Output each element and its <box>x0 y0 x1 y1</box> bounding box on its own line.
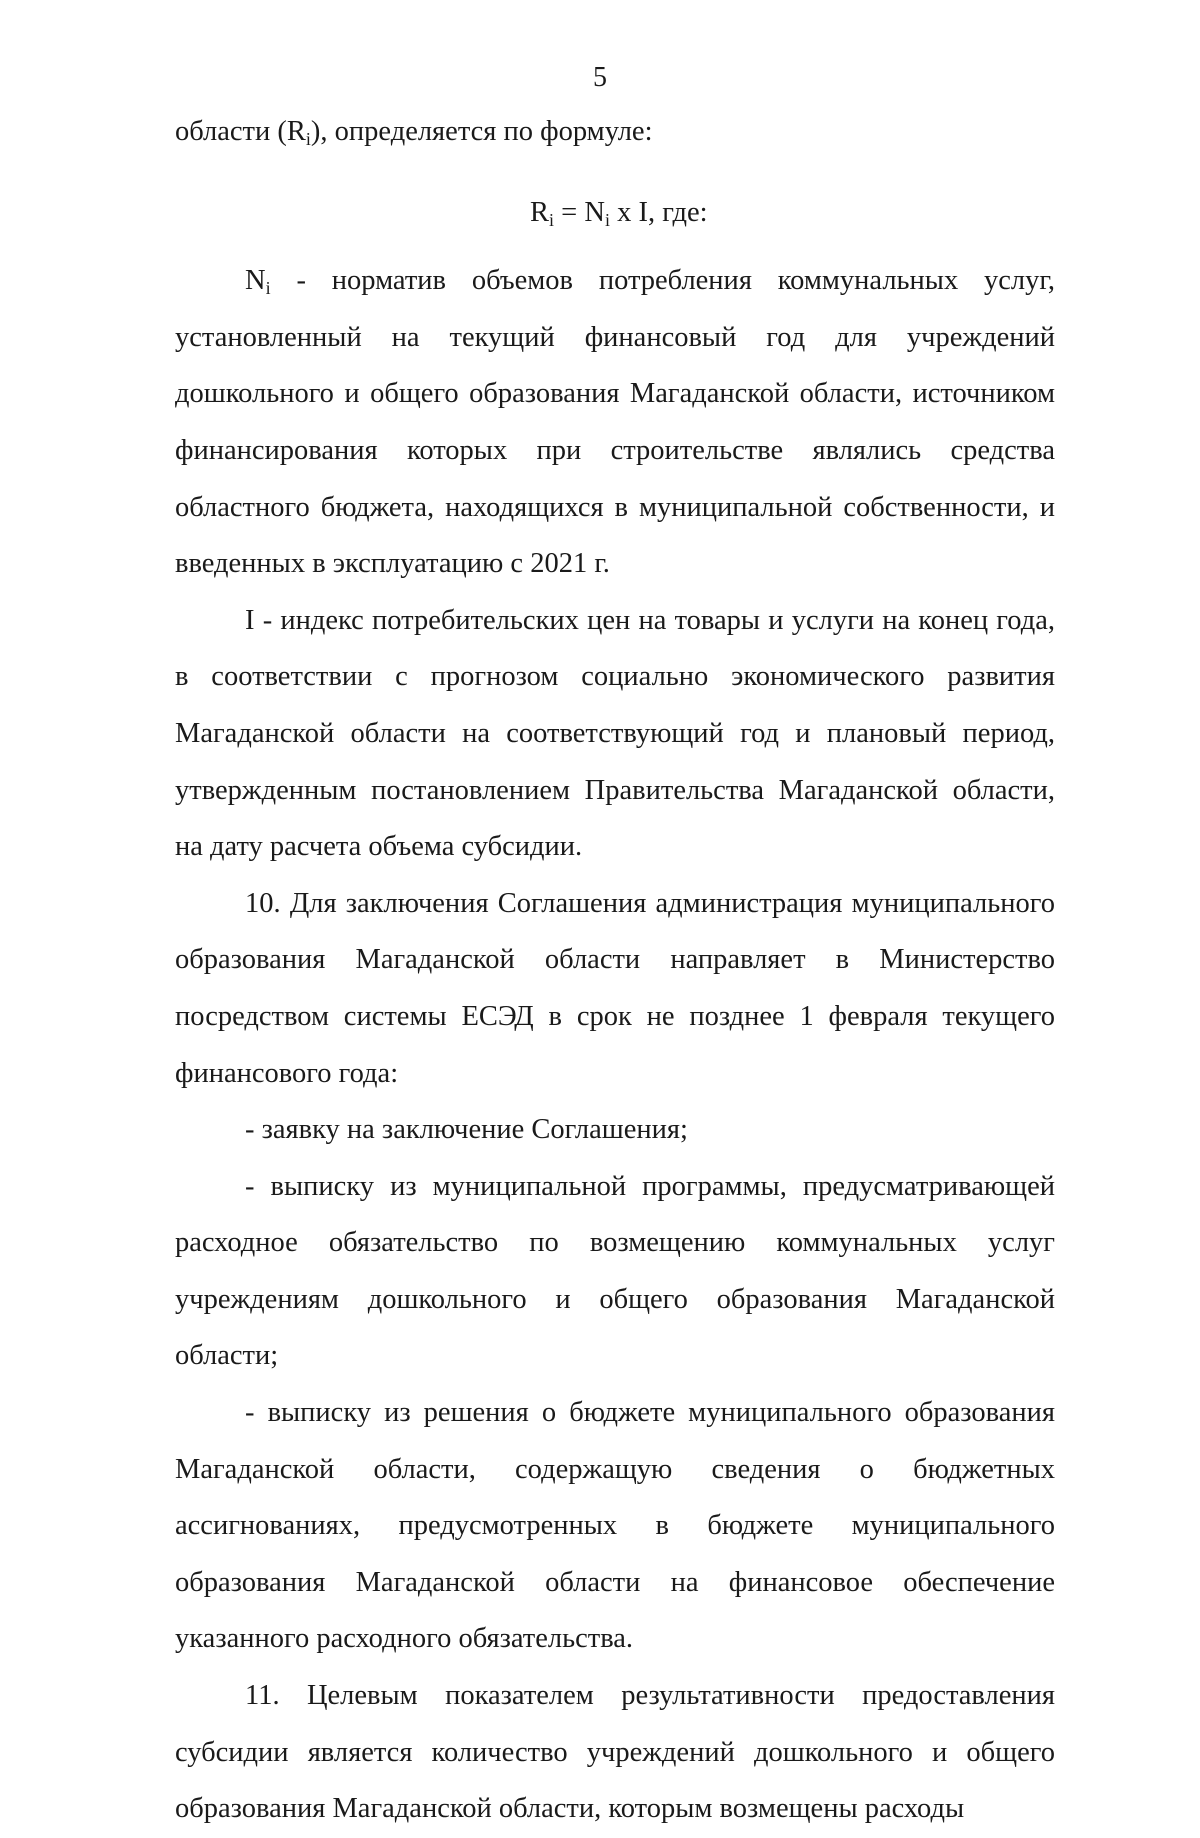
intro-subscript: i <box>305 129 311 149</box>
ni-symbol: N <box>245 265 266 297</box>
document-body <box>175 104 1055 1838</box>
list-item: - выписку из муниципальной программы, предусматривающей расходное обязательство по возмещению коммунальных услуг учреждениям дошкольного и общего образования Магаданской области; <box>175 1170 1055 1372</box>
ni-subscript: i <box>265 278 271 299</box>
formula-equals: = <box>554 196 585 228</box>
formula-n-sub: i <box>604 209 610 230</box>
page-number: 5 <box>593 62 607 93</box>
list-item: - выписку из решения о бюджете муниципального образования Магаданской области, содержащую сведения о бюджетных ассигнованиях, предусмотренных в бюджете муниципального образования Магаданской области на финансовое обеспечение указанного расходного обязательства. <box>175 1397 1055 1655</box>
i-definition: I - индекс потребительских цен на товары и услуги на конец года, в соответствии с прогнозом социально экономического развития Магаданской области на соответствующий год и плановый период, утвержденным постановлением Правительства Магаданской области, на дату расчета объема субсидии. <box>175 604 1055 863</box>
item-11: 11. Целевым показателем результативности предоставления субсидии является количество учреждений дошкольного и общего образования Магаданской области, которым возмещены расходы <box>175 1680 1055 1825</box>
intro-text-after: ), определяется по формуле: <box>310 116 653 147</box>
list-item: - заявку на заключение Соглашения; <box>245 1114 688 1146</box>
ni-definition-text: - норматив объемов потребления коммунальных услуг, установленный на текущий финансовый год для учреждений дошкольного и общего образования Магаданской области, источником финансирования которых при строительстве являлись средства областного бюджета, находящихся в муниципальной собственности, и введенных в эксплуатацию с 2021 г. <box>175 265 1055 580</box>
item-10: 10. Для заключения Соглашения администрация муниципального образования Магаданской области направляет в Министерство посредством системы ЕСЭД в срок не позднее 1 февраля текущего финансового года: <box>175 887 1055 1089</box>
ni-definition <box>175 253 1055 593</box>
formula <box>175 185 1055 242</box>
intro-text-before: области (R <box>175 116 306 147</box>
formula-r-sub: i <box>549 209 555 230</box>
formula-r: R <box>530 196 550 228</box>
formula-rest: x I, где: <box>609 196 708 228</box>
formula-n: N <box>584 196 605 228</box>
intro-paragraph <box>175 104 1055 161</box>
